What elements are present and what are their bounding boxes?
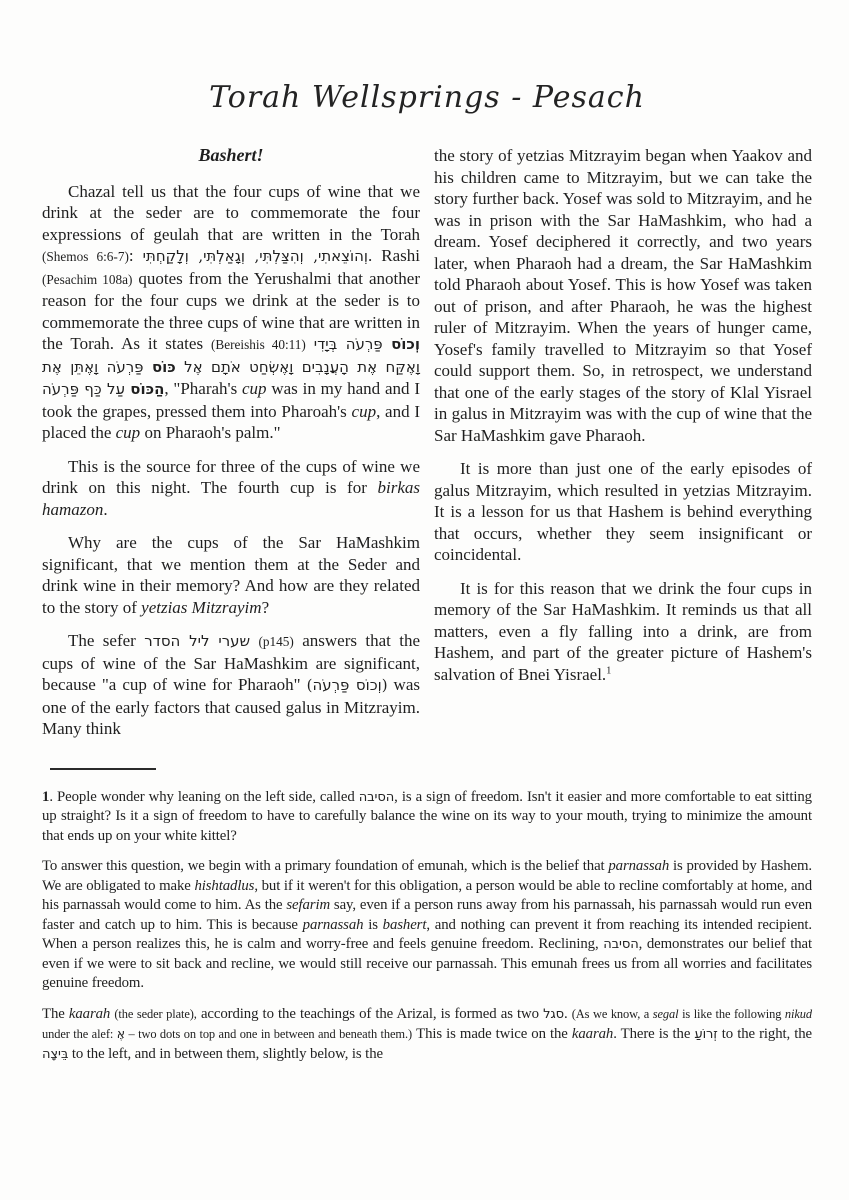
paragraph xyxy=(434,458,812,566)
text-segment: To answer this question, we begin with a primary foundation of emunah, which is the belief that xyxy=(42,858,609,874)
text-segment: birkas hamazon xyxy=(42,478,420,519)
text-segment: the story of yetzias Mitzrayim began when Yaakov and his children came to Mitzrayim, but we can take the story further back. Yosef was sold to Mitzrayim, and he was in prison with the Sar HaMashkim, who had a dream. Yosef deciphered it correctly, and two years later, when Pharaoh had a dream, the Sar HaMashkim told Pharaoh about Yosef. This is how Yosef was taken out of prison, and after Pharaoh, he was the highest ruler of Mitzrayim. When the years of hunger came, Yosef's family travelled to Mitzrayim so that Yosef could support them. So, in retrospect, we understand that one of the early stages of the story of Klal Yisrael in galus in Mitzrayim was with the cup of wine that the Sar HaMashkim gave Pharaoh. xyxy=(434,146,812,445)
text-segment: – two dots on top and one in between and beneath them.) xyxy=(124,1027,413,1041)
text-segment: sefarim xyxy=(286,897,331,913)
text-segment: . xyxy=(103,499,108,519)
text-segment: , and I placed the xyxy=(42,401,420,442)
text-segment: on Pharaoh's palm." xyxy=(140,423,281,442)
text-segment: . People wonder why leaning on the left side, called xyxy=(49,788,359,805)
hebrew-text: פַּרְעֹה וָאֶתֵּן אֶת xyxy=(42,357,152,376)
hebrew-text: סגל xyxy=(543,1006,564,1022)
text-segment: . Rashi xyxy=(367,246,420,265)
text-segment: is xyxy=(363,916,383,933)
text-segment: quotes from the Yerushalmi that another reason for the four cups we drink at the seder is to commemorate the three cups of wine that are written in the Torah. As it states xyxy=(42,268,420,353)
text-segment xyxy=(306,334,314,353)
text-segment: to the right, the xyxy=(717,1026,812,1042)
text-segment: It is for this reason that we drink the four cups in memory of the Sar HaMashkim. It reminds us that all matters, even a fly falling into a drink, are from Hashem, and part of the greater picture of Hashem's salvation of Bnei Yisrael. xyxy=(434,578,812,684)
text-segment: parnassah xyxy=(608,858,670,874)
text-segment: , demonstrates our belief that even if we were to sit back and recline, we would still receive our parnassah. This emunah frees us from all worries and facilitates genuine freedom. xyxy=(42,936,812,991)
text-segment: (Bereishis 40:11) xyxy=(211,337,306,352)
text-segment: , and nothing can prevent it from reaching its intended recipient. When a person realizes this, he is calm and worry-free and feels genuine freedom. Reclining, xyxy=(42,916,812,952)
hebrew-text: זְרוֹעַ xyxy=(694,1027,718,1042)
left-column xyxy=(42,145,420,752)
text-segment: bashert xyxy=(382,916,427,933)
hebrew-text: שערי ליל הסדר xyxy=(144,632,251,650)
text-segment: cup xyxy=(242,379,267,398)
text-segment: , "Pharah's xyxy=(164,379,243,398)
text-segment: to the left, and in between them, slightly below, is the xyxy=(68,1045,383,1062)
hebrew-text: הסיבה xyxy=(603,937,639,952)
paragraph xyxy=(434,578,812,686)
text-segment: segal xyxy=(652,1006,679,1021)
hebrew-text: וְכוֹס xyxy=(391,335,420,353)
text-segment: . There is the xyxy=(613,1026,695,1042)
text-segment: nikud xyxy=(784,1006,813,1021)
text-segment: cup xyxy=(351,401,377,421)
page-title: Torah Wellsprings - Pesach xyxy=(209,80,645,115)
text-segment: according to the teachings of the Arizal, is formed as two xyxy=(196,1005,544,1022)
text-segment: cup xyxy=(115,423,141,442)
footnote-divider xyxy=(50,768,156,770)
text-segment: was in my hand and I took the grapes, pressed them into Pharoah's xyxy=(42,379,420,421)
text-segment: Chazal tell us that the four cups of wine that we drink at the seder are to commemorate the four expressions of geulah that are written in the Torah xyxy=(42,181,420,244)
text-segment: 1 xyxy=(42,788,50,805)
hebrew-text: עַל כַּף פַּרְעֹה xyxy=(42,380,131,398)
footnote-marker: 1 xyxy=(606,664,612,676)
text-segment: is provided by Hashem. We are obligated to make xyxy=(42,858,812,894)
footnote-paragraph xyxy=(42,788,812,847)
paragraph xyxy=(42,532,420,618)
paragraph xyxy=(42,181,420,444)
hebrew-text: וְהוֹצֵאתִי, וְהִצַּלְתִּי, וְגָאַלְתִּי, וְלָקַחְתִּי xyxy=(142,247,368,265)
footnote-paragraph xyxy=(42,1005,812,1065)
text-segment: is like the following xyxy=(678,1006,785,1021)
text-segment: (Shemos 6:6-7) xyxy=(42,249,129,264)
hebrew-text: (וְכוֹס פַּרְעֹה) xyxy=(306,676,388,694)
text-segment: (the seder plate), xyxy=(114,1006,197,1021)
section-heading: Bashert! xyxy=(198,145,264,165)
text-segment xyxy=(250,631,258,650)
text-segment: This is made twice on the xyxy=(412,1026,572,1042)
text-segment: (p145) xyxy=(258,634,294,649)
text-segment: Why are the cups of the Sar HaMashkim significant, that we mention them at the Seder and drink wine in their memory? And how are they related to the story of xyxy=(42,533,420,617)
hebrew-text: פַּרְעֹה בְּיָדִי וָאֶקַּח אֶת הָעֲנָבִים וָאֶשְׂחַט אֹתָם אֶל xyxy=(175,335,420,376)
paragraph xyxy=(434,145,812,446)
text-segment: It is more than just one of the early episodes of galus Mitzrayim, which resulted in yetzias Mitzrayim. It is a lesson for us that Hashem is behind everything that occurs, whether they seem insignificant or coincidental. xyxy=(434,459,812,564)
text-segment: : xyxy=(128,246,143,265)
text-segment: (As we know, a xyxy=(571,1006,653,1021)
text-segment: answers that the cups of wine of the Sar HaMashkim are significant, because "a cup of wine for Pharaoh" xyxy=(42,631,420,694)
hebrew-text: כּוֹס xyxy=(151,357,176,376)
footnotes-section xyxy=(42,788,812,1065)
text-segment: hishtadlus xyxy=(194,877,255,894)
hebrew-text: הסיבה xyxy=(358,789,395,805)
right-column xyxy=(434,145,812,752)
text-segment: say, even if a person runs away from his parnassah, his parnassah would run even faster and catch up to him. This is because xyxy=(42,897,813,933)
text-segment: , but if it weren't for this obligation, a person would be able to recline comfortably at home, and his parnassah would come to him. As the xyxy=(42,877,812,913)
text-segment: , is a sign of freedom. Isn't it easier and more comfortable to eat sitting up straight? Is it a sign of freedom to have to carefully balance the wine on its way to your mouth, trying to minimize the amount that ends up on your white kittel? xyxy=(42,788,812,844)
text-segment: was one of the early factors that caused galus in Mitzrayim. Many think xyxy=(42,675,420,738)
paragraph xyxy=(42,456,420,521)
two-column-layout xyxy=(42,145,812,752)
text-segment: yetzias Mitzrayim xyxy=(141,597,262,617)
hebrew-text: אֶ xyxy=(116,1026,125,1041)
text-segment: kaarah xyxy=(571,1026,614,1042)
text-segment: parnassah xyxy=(302,916,364,933)
text-segment: under the alef: xyxy=(42,1027,117,1041)
paragraph xyxy=(42,630,420,740)
hebrew-text: בֵּיצָה xyxy=(42,1046,69,1062)
footnote-paragraph xyxy=(42,857,812,994)
text-segment: The sefer xyxy=(68,631,145,650)
text-segment: This is the source for three of the cups of wine we drink on this night. The fourth cup is for xyxy=(42,456,420,497)
text-segment: (Pesachim 108a) xyxy=(42,271,133,287)
text-segment: . xyxy=(564,1005,572,1022)
text-segment: The xyxy=(42,1005,69,1022)
text-segment: ? xyxy=(261,597,270,617)
hebrew-text: הַכּוֹס xyxy=(130,380,165,398)
text-segment: kaarah xyxy=(68,1005,111,1022)
